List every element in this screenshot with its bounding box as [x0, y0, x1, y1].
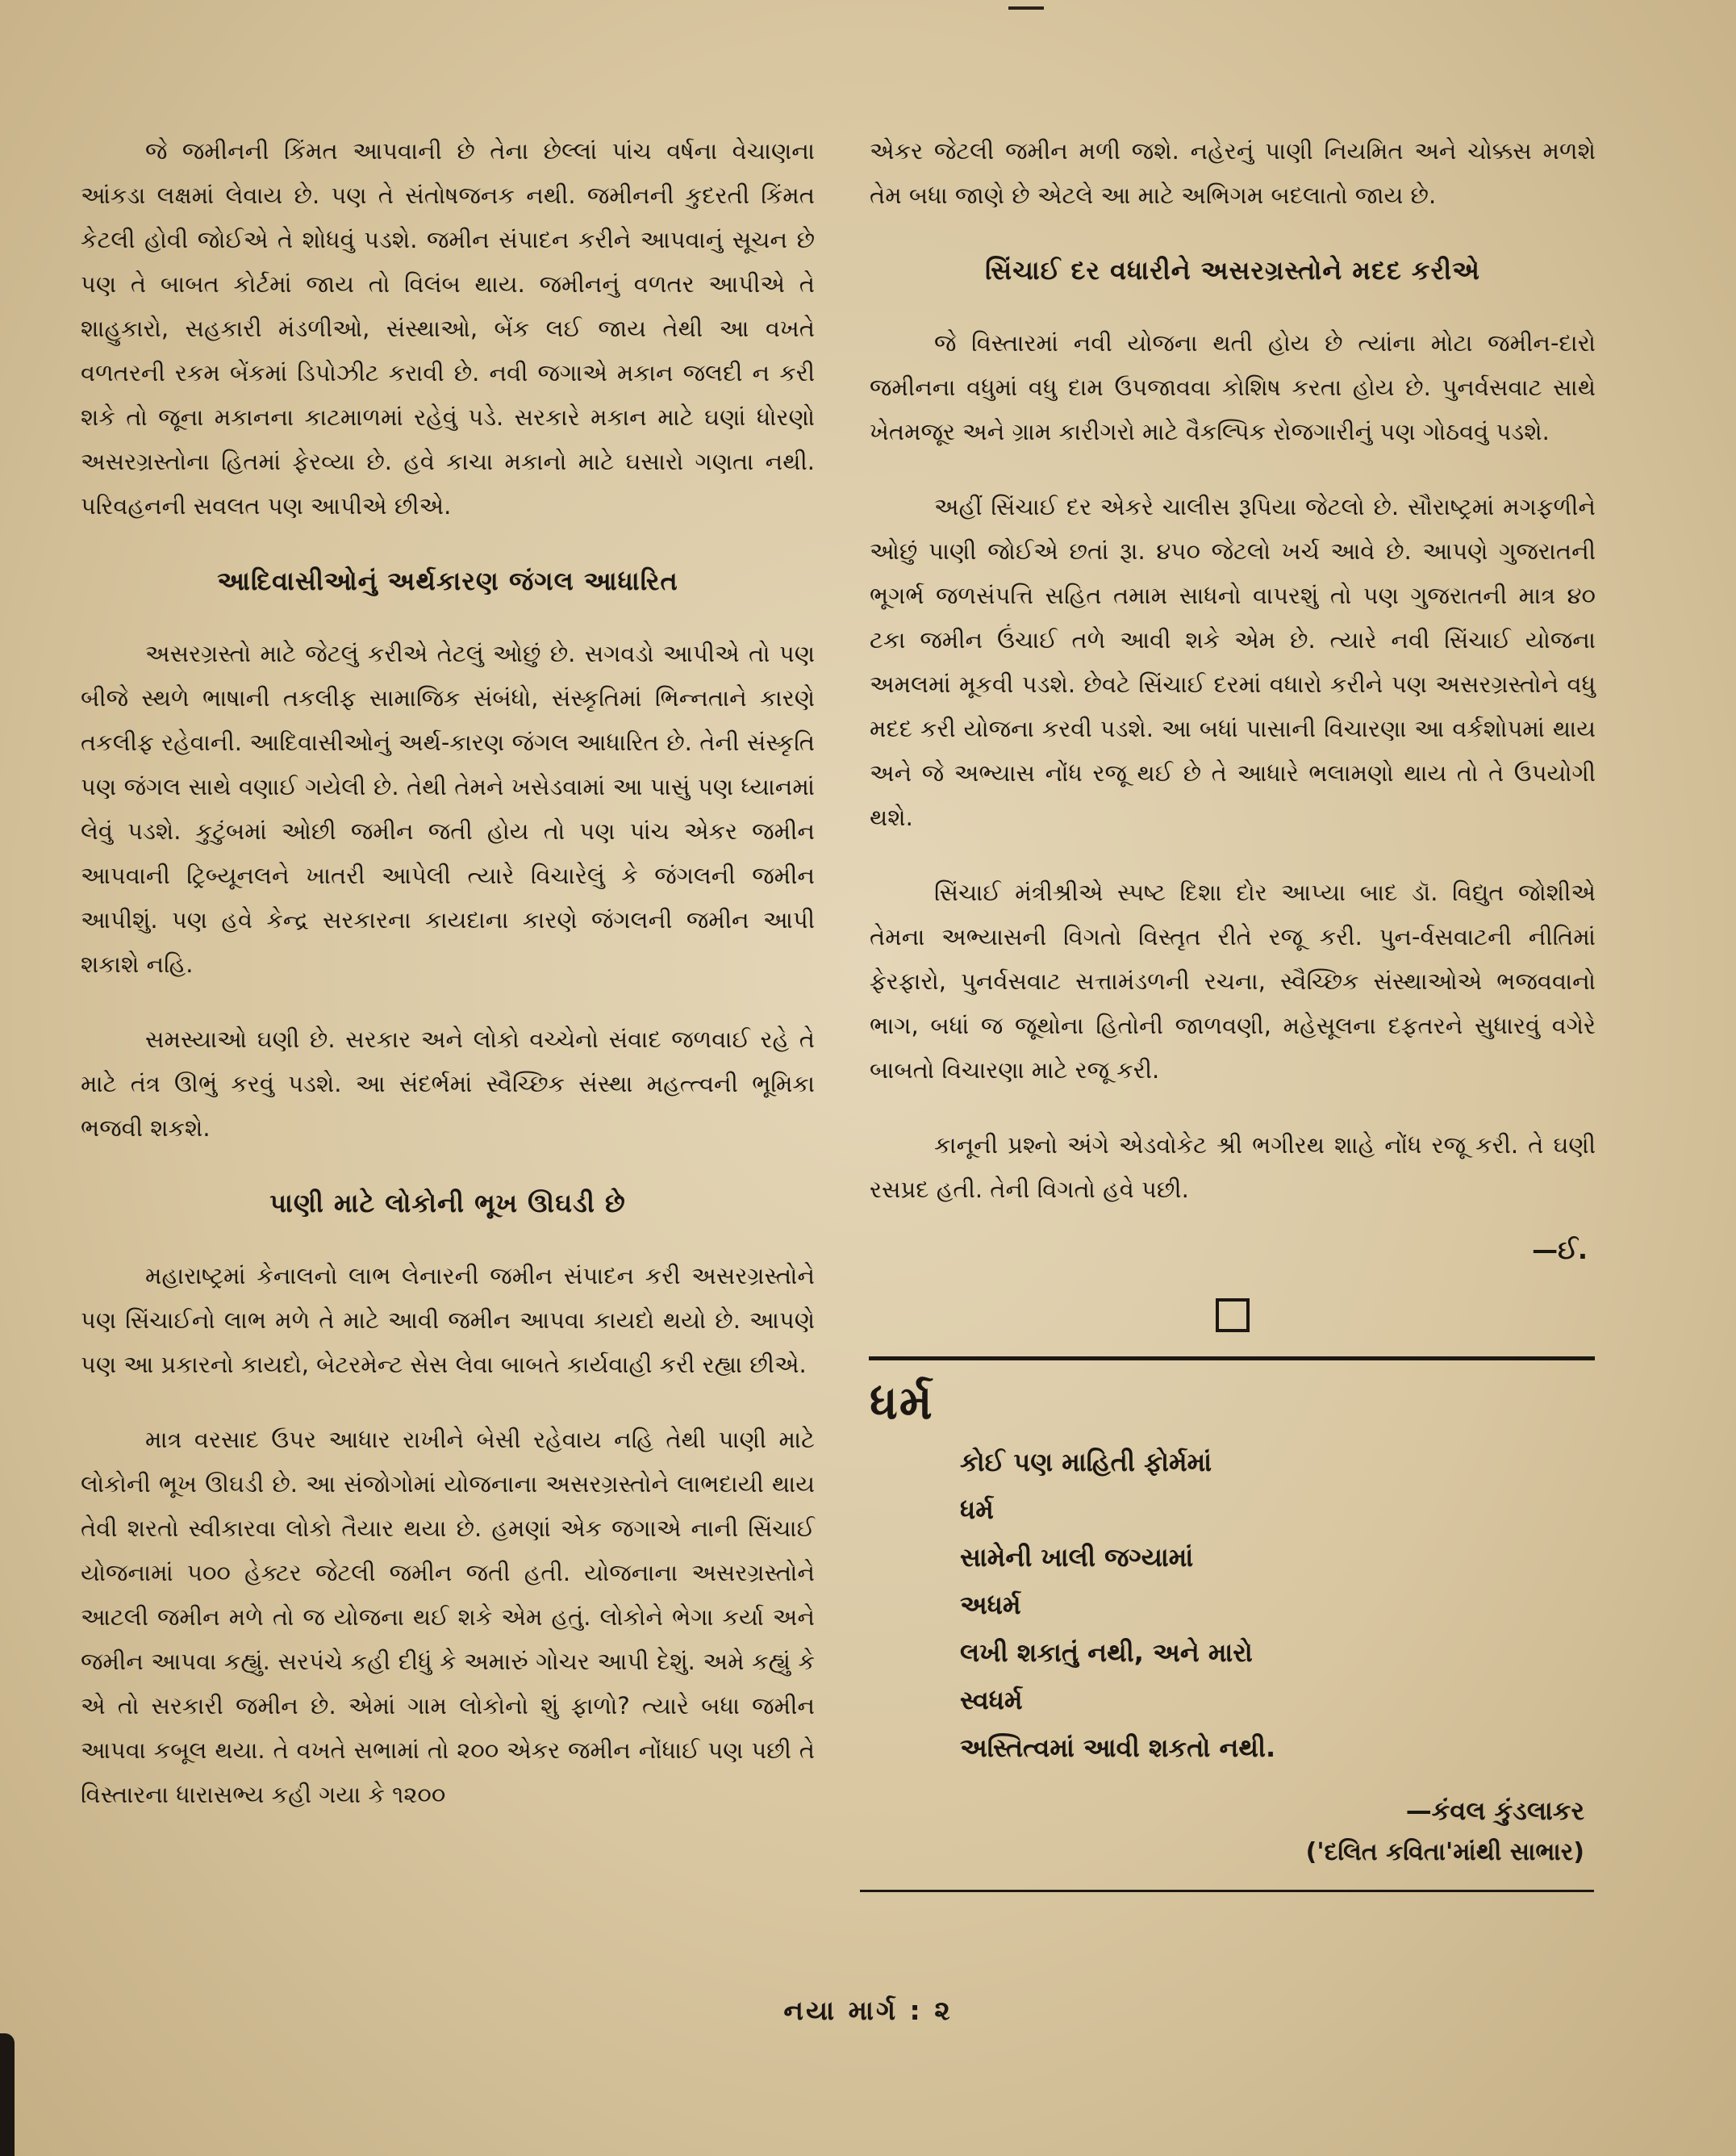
paragraph: સમસ્યાઓ ઘણી છે. સરકાર અને લોકો વચ્ચેનો સંવાદ જળવાઈ રહે તે માટે તંત્ર ઊભું કરવું પડશે. આ સંદર્ભમાં સ્વૈચ્છિક સંસ્થા મહત્ત્વની ભૂમિકા ભજવી શકશે.	[81, 1026, 815, 1142]
left-column	[81, 129, 815, 1848]
section-heading: પાણી માટે લોકોની ભૂખ ઊઘડી છે	[269, 1188, 626, 1218]
poem-line: કોઈ પણ માહિતી ફોર્મમાં	[960, 1447, 1212, 1477]
paragraph: સિંચાઈ મંત્રીશ્રીએ સ્પષ્ટ દિશા દોર આપ્યા બાદ ડૉ. વિદ્યુત જોશીએ તેમના અભ્યાસની વિગતો વિસ્તૃત રીતે રજૂ કરી. પુન-ર્વસવાટની નીતિમાં ફેરફારો, પુનર્વસવાટ સત્તામંડળની રચના, સ્વૈચ્છિક સંસ્થાઓએ ભજવવાનો ભાગ, બધાં જ જૂથોના હિતોની જાળવણી, મહેસૂલના દફતરને સુધારવું વગેરે બાબતો વિચારણા માટે રજૂ કરી.	[870, 879, 1596, 1084]
paragraph: અસરગ્રસ્તો માટે જેટલું કરીએ તેટલું ઓછું છે. સગવડો આપીએ તો પણ બીજે સ્થળે ભાષાની તકલીફ સામાજિક સંબંધો, સંસ્કૃતિમાં ભિન્નતાને કારણે તકલીફ રહેવાની. આદિવાસીઓનું અર્થ-કારણ જંગલ આધારિત છે. તેની સંસ્કૃતિ પણ જંગલ સાથે વણાઈ ગયેલી છે. તેથી તેમને ખસેડવામાં આ પાસું પણ ધ્યાનમાં લેવું પડશે. કુટુંબમાં ઓછી જમીન જતી હોય તો પણ પાંચ એકર જમીન આપવાની ટ્રિબ્યૂનલને ખાતરી આપેલી ત્યારે વિચારેલું કે જંગલની જમીન આપીશું. પણ હવે કેન્દ્ર સરકારના કાયદાના કારણે જંગલની જમીન આપી શકાશે નહિ.	[81, 640, 815, 978]
paragraph: કાનૂની પ્રશ્નો અંગે એડવોકેટ શ્રી ભગીરથ શાહે નોંધ રજૂ કરી. તે ઘણી રસપ્રદ હતી. તેની વિગતો હવે પછી.	[870, 1131, 1596, 1203]
paragraph: અહીં સિંચાઈ દર એકરે ચાલીસ રૂપિયા જેટલો છે. સૌરાષ્ટ્રમાં મગફળીને ઓછું પાણી જોઈએ છતાં રૂા. ૪૫૦ જેટલો ખર્ચ આવે છે. આપણે ગુજરાતની ભૂગર્ભ જળસંપત્તિ સહિત તમામ સાધનો વાપરશું તો પણ ગુજરાતની માત્ર ૪૦ ટકા જમીન ઉંચાઈ તળે આવી શકે એમ છે. ત્યારે નવી સિંચાઈ યોજના અમલમાં મૂકવી પડશે. છેવટે સિંચાઈ દરમાં વધારો કરીને પણ અસરગ્રસ્તોને વધુ મદદ કરી યોજના કરવી પડશે. આ બધાં પાસાની વિચારણા આ વર્કશોપમાં થાય અને જે અભ્યાસ નોંધ રજૂ થઈ છે તે આધારે ભલામણો થાય તો તે ઉપયોગી થશે.	[870, 493, 1596, 831]
poem-lines	[960, 1439, 1596, 1772]
section-heading: આદિવાસીઓનું અર્થકારણ જંગલ આધારિત	[217, 566, 678, 596]
paragraph: જે વિસ્તારમાં નવી યોજના થતી હોય છે ત્યાંના મોટા જમીન-દારો જમીનના વધુમાં વધુ દામ ઉપજાવવા કોશિષ કરતા હોય છે. પુનર્વસવાટ સાથે ખેતમજૂર અને ગ્રામ કારીગરો માટે વૈકલ્પિક રોજગારીનું પણ ગોઠવવું પડશે.	[870, 329, 1596, 445]
poem-title: ધર્મ	[870, 1375, 934, 1430]
right-column	[870, 129, 1596, 1892]
section-divider-box-icon	[1216, 1298, 1250, 1332]
binding-edge	[0, 2033, 15, 2156]
poem-line: ધર્મ	[960, 1494, 994, 1525]
poem-author: —કંવલ કુંડલાકર	[1405, 1795, 1584, 1826]
poem-top-rule	[869, 1356, 1595, 1360]
paragraph: મહારાષ્ટ્રમાં કેનાલનો લાભ લેનારની જમીન સંપાદન કરી અસરગ્રસ્તોને પણ સિંચાઈનો લાભ મળે તે માટે આવી જમીન આપવા કાયદો થયો છે. આપણે પણ આ પ્રકારનો કાયદો, બેટરમેન્ટ સેસ લેવા બાબતે કાર્યવાહી કરી રહ્યા છીએ.	[81, 1262, 815, 1378]
article-signoff: —ઈ.	[1532, 1235, 1588, 1265]
paragraph: એકર જેટલી જમીન મળી જશે. નહેરનું પાણી નિયમિત અને ચોક્કસ મળશે તેમ બધા જાણે છે એટલે આ માટે અભિગમ બદલાતો જાય છે.	[870, 137, 1596, 209]
paragraph: માત્ર વરસાદ ઉપર આધાર રાખીને બેસી રહેવાય નહિ તેથી પાણી માટે લોકોની ભૂખ ઊઘડી છે. આ સંજોગોમાં યોજનાના અસરગ્રસ્તોને લાભદાયી થાય તેવી શરતો સ્વીકારવા લોકો તૈયાર થયા છે. હમણાં એક જગાએ નાની સિંચાઈ યોજનામાં ૫૦૦ હેક્ટર જેટલી જમીન જતી હતી. યોજનાના અસરગ્રસ્તોને આટલી જમીન મળે તો જ યોજના થઈ શકે એમ હતું. લોકોને ભેગા કર્યા અને જમીન આપવા કહ્યું. સરપંચે કહી દીધું કે અમારું ગોચર આપી દેશું. અમે કહ્યું કે એ તો સરકારી જમીન છે. એમાં ગામ લોકોનો શું ફાળો? ત્યારે બધા જમીન આપવા કબૂલ થયા. તે વખતે સભામાં તો ૨૦૦ એકર જમીન નોંધાઈ પણ પછી તે વિસ્તારના ધારાસભ્ય કહી ગયા કે ૧૨૦૦	[81, 1426, 815, 1808]
poem-credit: ('દલિત કવિતા'માંથી સાભાર)	[1305, 1838, 1584, 1866]
poem-line: અધર્મ	[960, 1590, 1021, 1620]
poem-line: સામેની ખાલી જગ્યામાં	[960, 1542, 1194, 1573]
section-heading: સિંચાઈ દર વધારીને અસરગ્રસ્તોને મદદ કરીએ	[985, 255, 1480, 286]
poem-line: અસ્તિત્વમાં આવી શકતો નથી.	[960, 1732, 1276, 1763]
poem-line: સ્વધર્મ	[960, 1685, 1023, 1715]
top-edge-mark	[1008, 6, 1044, 10]
poem-line: લખી શકાતું નથી, અને મારો	[960, 1637, 1253, 1668]
poem-box	[870, 1356, 1596, 1892]
poem-bottom-rule	[860, 1890, 1594, 1892]
page-footer: નયા માર્ગ : ૨	[783, 1995, 953, 2026]
paragraph: જે જમીનની કિંમત આપવાની છે તેના છેલ્લાં પાંચ વર્ષના વેચાણના આંકડા લક્ષમાં લેવાય છે. પણ તે સંતોષજનક નથી. જમીનની કુદરતી કિંમત કેટલી હોવી જોઈએ તે શોધવું પડશે. જમીન સંપાદન કરીને આપવાનું સૂચન છે પણ તે બાબત કોર્ટમાં જાય તો વિલંબ થાય. જમીનનું વળતર આપીએ તે શાહુકારો, સહકારી મંડળીઓ, સંસ્થાઓ, બેંક લઈ જાય તેથી આ વખતે વળતરની રકમ બેંકમાં ડિપોઝીટ કરાવી છે. નવી જગાએ મકાન જલદી ન કરી શકે તો જૂના મકાનના કાટમાળમાં રહેવું પડે. સરકારે મકાન માટે ઘણાં ધોરણો અસરગ્રસ્તોના હિતમાં ફેરવ્યા છે. હવે કાચા મકાનો માટે ઘસારો ગણતા નથી. પરિવહનની સવલત પણ આપીએ છીએ.	[81, 137, 815, 520]
